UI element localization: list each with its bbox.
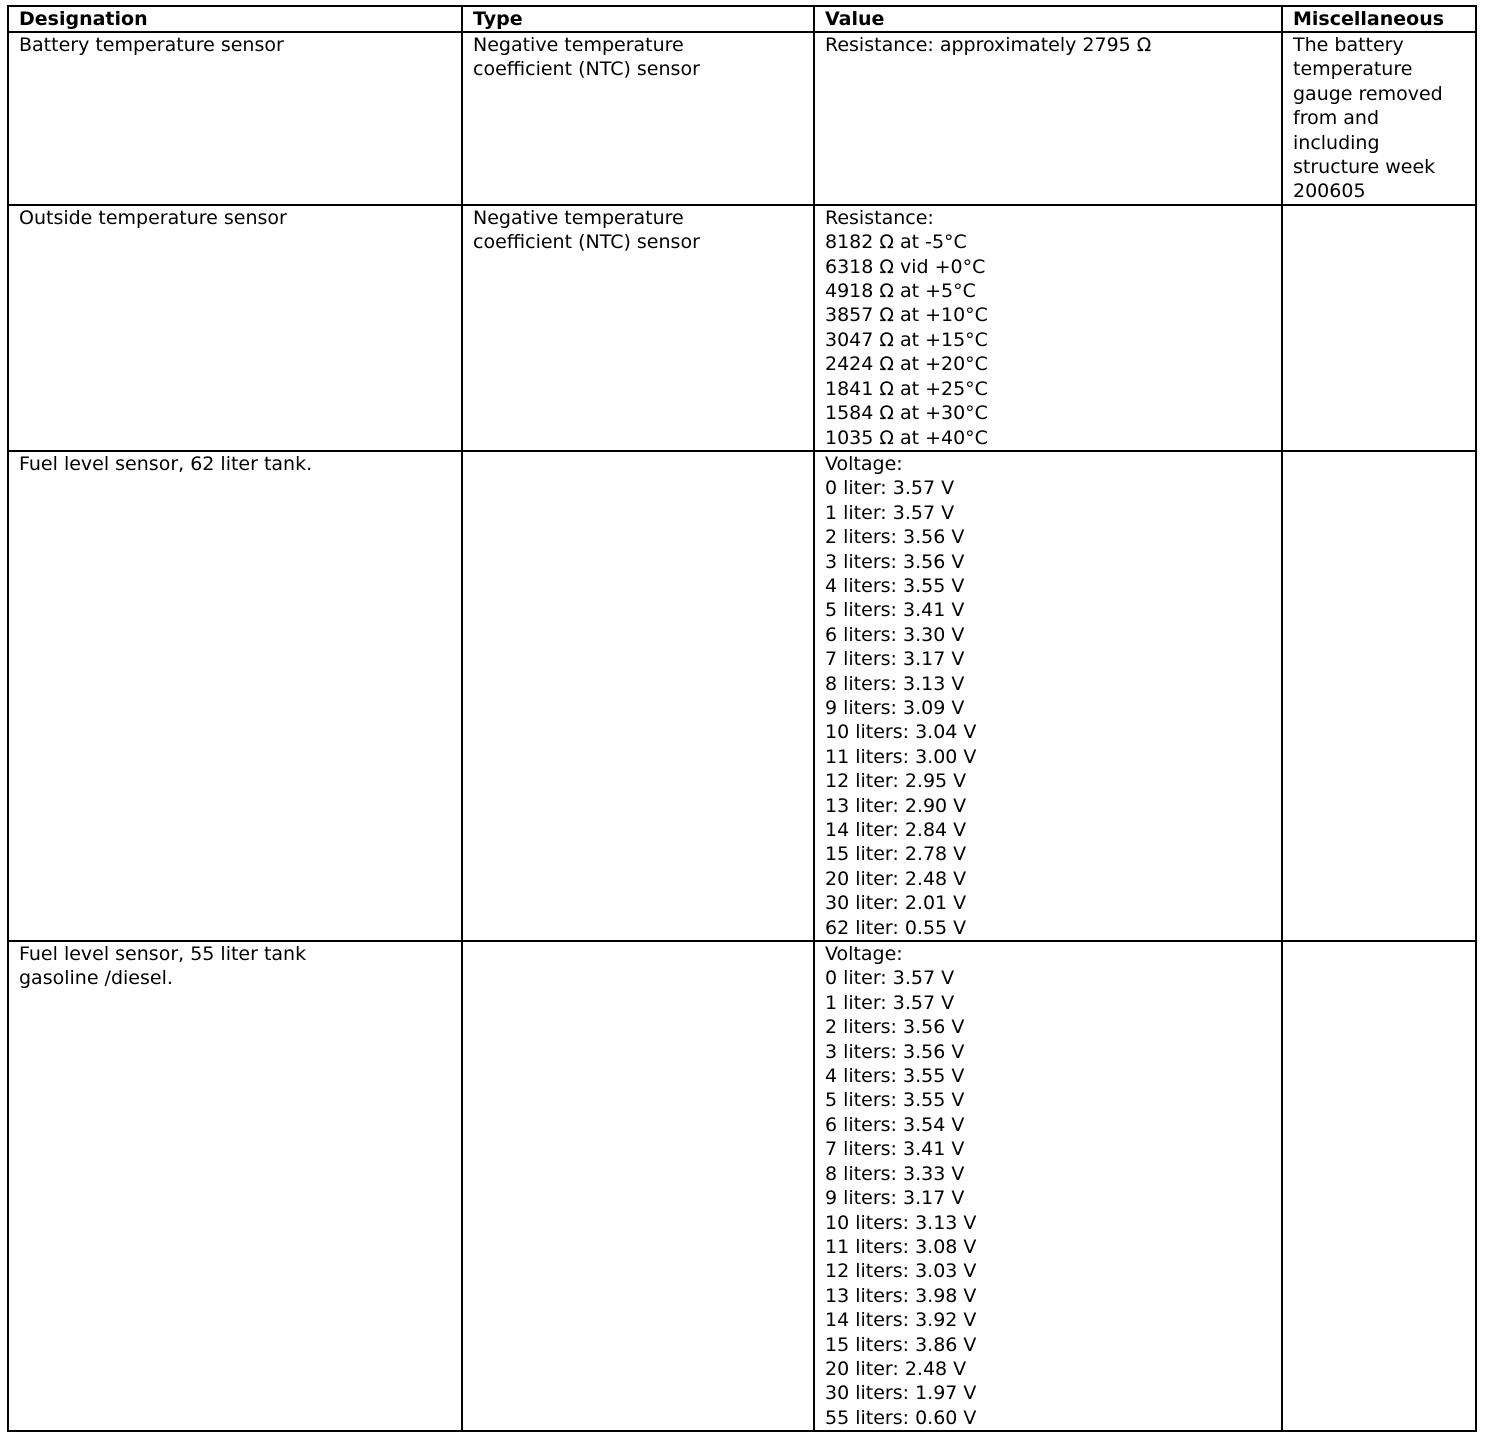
header-designation: Designation <box>8 6 462 32</box>
value-line: 9 liters: 3.17 V <box>825 1187 965 1210</box>
value-line: 20 liter: 2.48 V <box>825 1357 967 1380</box>
value-line: 4 liters: 3.55 V <box>825 1065 965 1088</box>
type-cell <box>462 205 814 451</box>
value-line: 0 liter: 3.57 V <box>825 477 955 500</box>
value-line: 1 liter: 3.57 V <box>825 501 955 524</box>
designation-text: Outside temperature sensor <box>19 206 287 229</box>
misc-cell <box>1282 205 1476 451</box>
value-line: 2 liters: 3.56 V <box>825 1016 965 1039</box>
designation-cell <box>8 941 462 1431</box>
designation-cell <box>8 205 462 451</box>
value-line: 2424 Ω at +20°C <box>825 353 988 376</box>
value-line: 12 liter: 2.95 V <box>825 770 967 793</box>
table-row <box>8 941 1476 1431</box>
value-line: 10 liters: 3.04 V <box>825 721 977 744</box>
misc-cell <box>1282 941 1476 1431</box>
type-text: Negative temperature coefficient (NTC) sensor <box>473 34 700 81</box>
value-line: Resistance: <box>825 206 934 229</box>
type-cell <box>462 451 814 941</box>
value-line: 5 liters: 3.41 V <box>825 599 965 622</box>
table-row <box>8 205 1476 451</box>
designation-cell <box>8 32 462 205</box>
value-line: 1035 Ω at +40°C <box>825 426 988 449</box>
misc-text: The battery temperature gauge removed from and including structure week 200605 <box>1293 34 1443 203</box>
designation-line: gasoline /diesel. <box>19 967 173 990</box>
value-line: 1841 Ω at +25°C <box>825 377 988 400</box>
value-line: 14 liter: 2.84 V <box>825 819 967 841</box>
designation-cell <box>8 451 462 941</box>
type-text: Negative temperature coefficient (NTC) sensor <box>473 206 700 254</box>
value-line: 6 liters: 3.30 V <box>825 623 965 646</box>
value-line: 62 liter: 0.55 V <box>825 916 967 939</box>
value-line: 12 liters: 3.03 V <box>825 1260 977 1283</box>
header-value: Value <box>814 6 1282 32</box>
value-line: 6318 Ω vid +0°C <box>825 255 986 278</box>
value-line: 8 liters: 3.33 V <box>825 1162 965 1185</box>
table-header-row <box>8 6 1476 32</box>
value-line: 13 liter: 2.90 V <box>825 794 967 817</box>
value-line: 1584 Ω at +30°C <box>825 402 988 425</box>
sensor-spec-table <box>7 5 1477 1432</box>
value-line: 6 liters: 3.54 V <box>825 1113 965 1136</box>
value-line: Voltage: <box>825 943 903 966</box>
value-line: 8 liters: 3.13 V <box>825 672 965 695</box>
value-line: 7 liters: 3.17 V <box>825 648 965 671</box>
table-row <box>8 451 1476 941</box>
value-line: 3 liters: 3.56 V <box>825 550 965 573</box>
table-row <box>8 32 1476 205</box>
value-line: 30 liters: 1.97 V <box>825 1382 977 1405</box>
value-line: 3 liters: 3.56 V <box>825 1040 965 1063</box>
value-line: 30 liter: 2.01 V <box>825 892 967 915</box>
value-line: 8182 Ω at -5°C <box>825 231 967 254</box>
type-cell <box>462 941 814 1431</box>
value-line: 4918 Ω at +5°C <box>825 280 976 303</box>
value-cell <box>814 32 1282 205</box>
value-line: 4 liters: 3.55 V <box>825 574 965 597</box>
value-cell <box>814 451 1282 941</box>
value-line: 55 liters: 0.60 V <box>825 1406 977 1429</box>
value-line: 7 liters: 3.41 V <box>825 1138 965 1161</box>
value-line: 3047 Ω at +15°C <box>825 328 988 351</box>
value-line: 11 liters: 3.00 V <box>825 745 977 768</box>
value-line: Voltage: <box>825 452 903 475</box>
value-line: 15 liters: 3.86 V <box>825 1333 977 1356</box>
value-cell <box>814 205 1282 451</box>
value-line: 9 liters: 3.09 V <box>825 696 965 719</box>
value-line: 15 liter: 2.78 V <box>825 843 967 866</box>
misc-cell <box>1282 451 1476 941</box>
value-line: 2 liters: 3.56 V <box>825 526 965 549</box>
value-line: 5 liters: 3.55 V <box>825 1089 965 1112</box>
header-miscellaneous: Miscellaneous <box>1282 6 1476 32</box>
value-line: 0 liter: 3.57 V <box>825 967 955 990</box>
value-line: Resistance: approximately 2795 Ω <box>825 34 1152 56</box>
designation-line: Fuel level sensor, 55 liter tank <box>19 943 307 966</box>
value-line: 10 liters: 3.13 V <box>825 1211 977 1234</box>
value-line: 3857 Ω at +10°C <box>825 304 988 327</box>
designation-text: Fuel level sensor, 62 liter tank. <box>19 452 313 475</box>
designation-text: Battery temperature sensor <box>19 34 284 56</box>
misc-cell <box>1282 32 1476 205</box>
value-cell <box>814 941 1282 1431</box>
value-line: 13 liters: 3.98 V <box>825 1284 977 1307</box>
value-line: 1 liter: 3.57 V <box>825 991 955 1014</box>
header-type: Type <box>462 6 814 32</box>
type-cell <box>462 32 814 205</box>
value-line: 11 liters: 3.08 V <box>825 1235 977 1258</box>
value-line: 14 liters: 3.92 V <box>825 1309 977 1332</box>
value-line: 20 liter: 2.48 V <box>825 867 967 890</box>
